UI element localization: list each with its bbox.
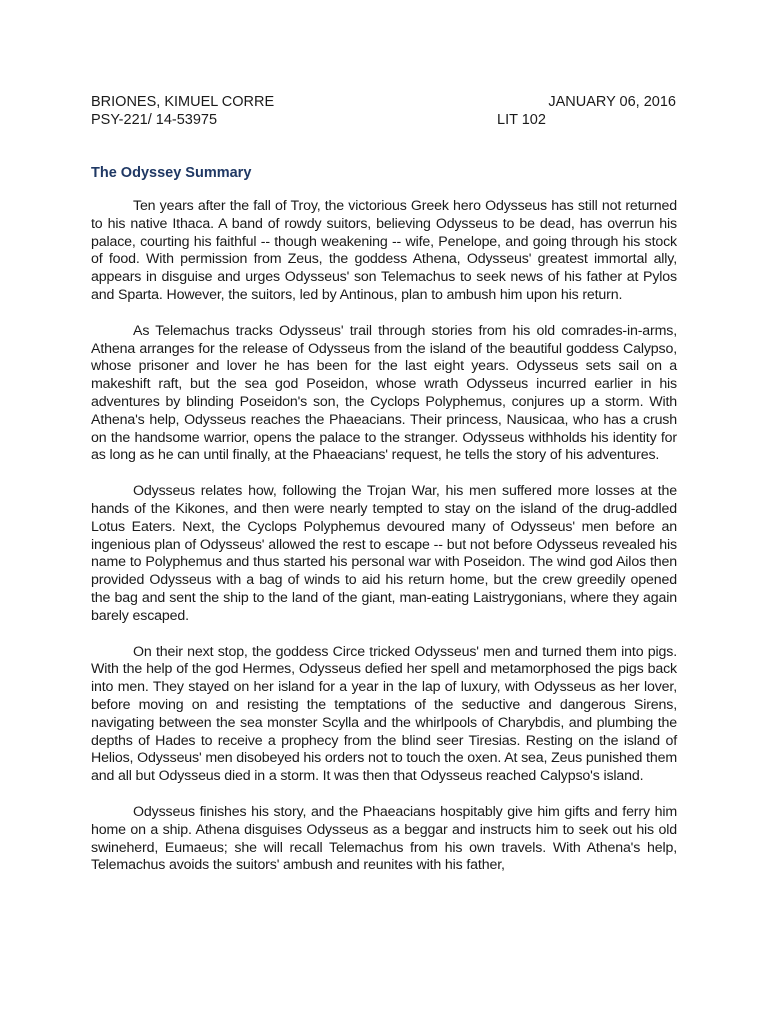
student-id: PSY-221/ 14-53975 — [91, 112, 218, 128]
header-row-2 — [91, 111, 676, 129]
header-row-1 — [91, 93, 676, 111]
document-title: The Odyssey Summary — [91, 165, 252, 181]
paragraph: As Telemachus tracks Odysseus' trail through stories from his old comrades-in-arms, Athena arranges for the release of Odysseus from the island of the beautiful goddess Calypso, whose prisoner and lover he has been for the last eight years. Odysseus sets sail on a makeshift raft, but the sea god Poseidon, whose wrath Odysseus incurred earlier in his adventures by blinding Poseidon's son, the Cyclops Polyphemus, conjures up a storm. With Athena's help, Odysseus reaches the Phaeacians. Their princess, Nausicaa, who has a crush on the handsome warrior, opens the palace to the stranger. Odysseus withholds his identity for as long as he can until finally, at the Phaeacians' request, he tells the story of his adventures. — [91, 322, 677, 464]
paragraph: On their next stop, the goddess Circe tricked Odysseus' men and turned them into pigs. With the help of the god Hermes, Odysseus defied her spell and metamorphosed the pigs back into men. They stayed on her island for a year in the lap of luxury, with Odysseus as her lover, before moving on and resisting the temptations of the seductive and dangerous Sirens, navigating between the sea monster Scylla and the whirlpools of Charybdis, and plumbing the depths of Hades to receive a prophecy from the blind seer Tiresias. Resting on the island of Helios, Odysseus' men disobeyed his orders not to touch the oxen. At sea, Zeus punished them and all but Odysseus died in a storm. It was then that Odysseus reached Calypso's island. — [91, 643, 677, 785]
paragraph: Ten years after the fall of Troy, the victorious Greek hero Odysseus has still not returned to his native Ithaca. A band of rowdy suitors, believing Odysseus to be dead, has overrun his palace, courting his faithful -- though weakening -- wife, Penelope, and going through his stock of food. With permission from Zeus, the goddess Athena, Odysseus' greatest immortal ally, appears in disguise and urges Odysseus' son Telemachus to seek news of his father at Pylos and Sparta. However, the suitors, led by Antinous, plan to ambush him upon his return. — [91, 198, 677, 303]
course-code: LIT 102 — [497, 112, 546, 128]
paragraph: Odysseus relates how, following the Trojan War, his men suffered more losses at the hands of the Kikones, and then were nearly tempted to stay on the island of the drug-addled Lotus Eaters. Next, the Cyclops Polyphemus devoured many of Odysseus' men before an ingenious plan of Odysseus' allowed the rest to escape -- but not before Odysseus revealed his name to Polyphemus and thus started his personal war with Poseidon. The wind god Ailos then provided Odysseus with a bag of winds to aid his return home, but the crew greedily opened the bag and sent the ship to the land of the giant, man-eating Laistrygonians, where they again barely escaped. — [91, 483, 677, 624]
document-header — [91, 93, 676, 129]
document-date: JANUARY 06, 2016 — [548, 94, 676, 110]
summary-body — [91, 198, 677, 893]
student-name: BRIONES, KIMUEL CORRE — [91, 94, 275, 110]
paragraph: Odysseus finishes his story, and the Phaeacians hospitably give him gifts and ferry him home on a ship. Athena disguises Odysseus as a beggar and instructs him to seek out his old swineherd, Eumaeus; she will recall Telemachus from his own travels. With Athena's help, Telemachus avoids the suitors' ambush and reunites with his father, — [91, 803, 677, 874]
